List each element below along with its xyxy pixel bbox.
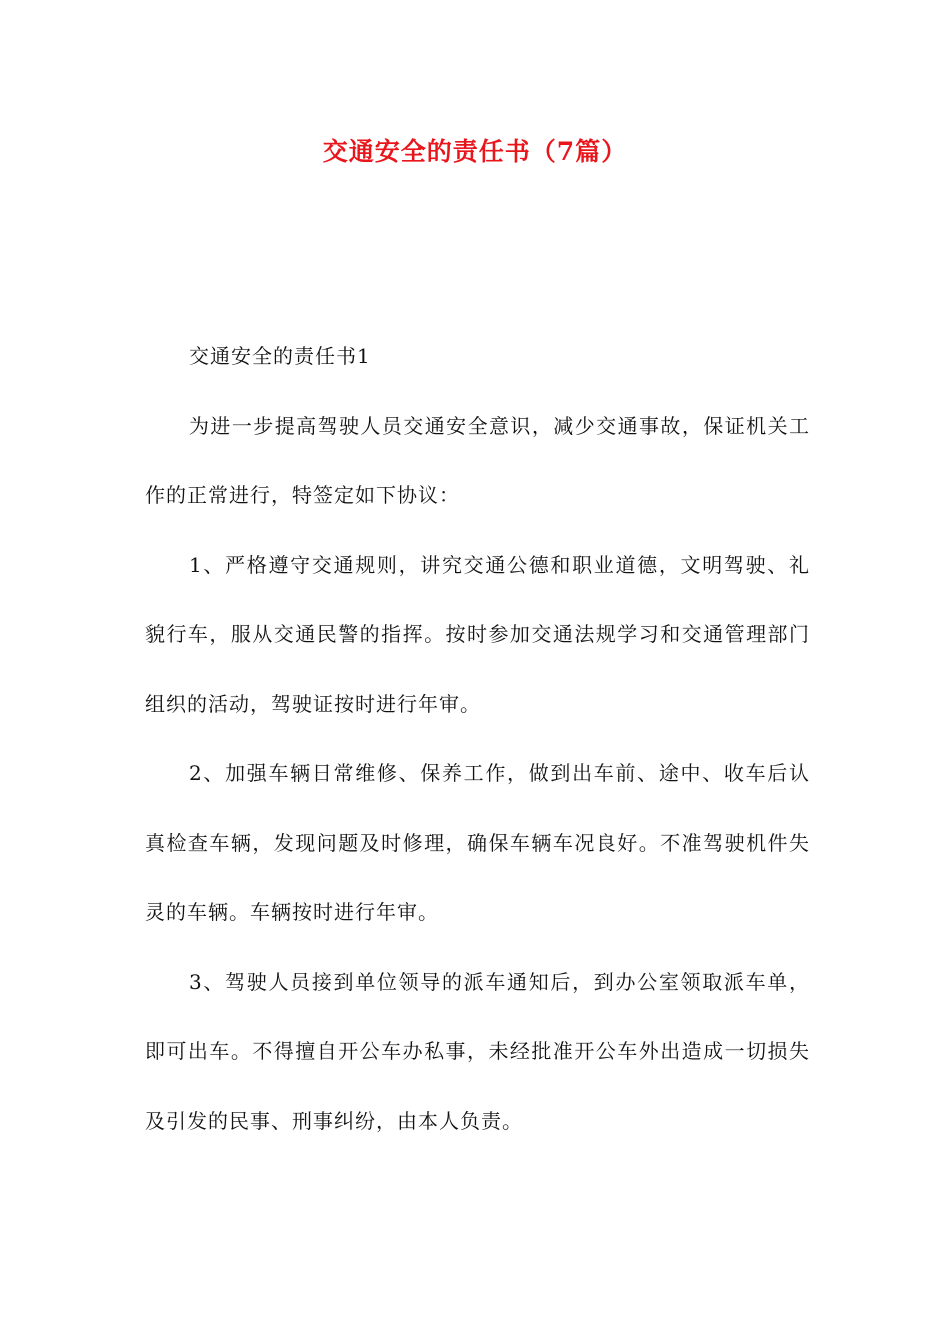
document-title: 交通安全的责任书（7篇） (322, 137, 628, 166)
paragraph-intro: 为进一步提高驾驶人员交通安全意识，减少交通事故，保证机关工作的正常进行，特签定如下协议： (145, 413, 810, 507)
paragraph-item-3: 3、驾驶人员接到单位领导的派车通知后，到办公室领取派车单，即可出车。不得擅自开公车办私事，未经批准开公车外出造成一切损失及引发的民事、刑事纠纷，由本人负责。 (145, 969, 810, 1133)
paragraph-item-1: 1、严格遵守交通规则，讲究交通公德和职业道德，文明驾驶、礼貌行车，服从交通民警的指挥。按时参加交通法规学习和交通管理部门组织的活动，驾驶证按时进行年审。 (145, 552, 810, 716)
section-heading: 交通安全的责任书1 (189, 344, 371, 368)
paragraph-item-2: 2、加强车辆日常维修、保养工作，做到出车前、途中、收车后认真检查车辆，发现问题及时修理，确保车辆车况良好。不准驾驶机件失灵的车辆。车辆按时进行年审。 (145, 761, 810, 924)
document-body (145, 322, 810, 1156)
